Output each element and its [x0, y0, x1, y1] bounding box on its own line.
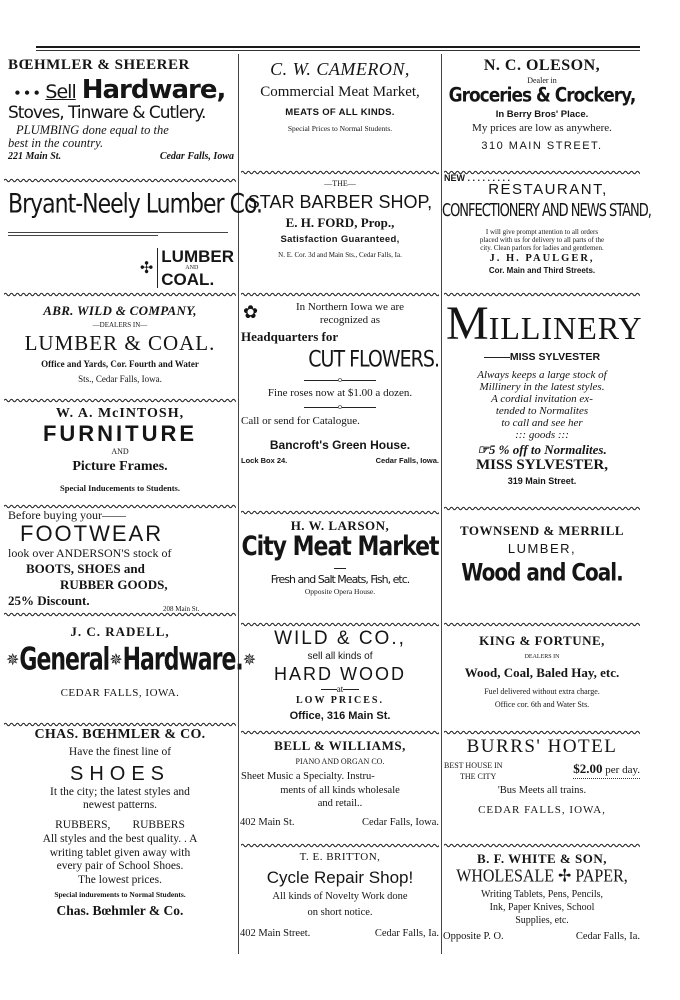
hard-wood: HARD WOOD — [274, 664, 406, 684]
body-line-2: writing tablet given away with — [49, 846, 191, 859]
city: Cedar Falls, Iowa. — [362, 816, 439, 828]
wood-coal-label: Wood and Coal. — [461, 557, 623, 587]
wavy-divider — [4, 178, 236, 183]
footwear-label: FOOTWEAR — [20, 521, 164, 546]
special-note: Special indurements to Normal Students. — [54, 890, 186, 899]
catalogue: Call or send for Catalogue. — [241, 415, 360, 427]
rubber-goods: RUBBER GOODS, — [60, 577, 168, 592]
wholesale-paper: WHOLESALE ✢ PAPER, — [456, 867, 628, 886]
plumbing-line-1: PLUMBING done equal to the — [16, 123, 169, 137]
body-line-5: to call and see her — [501, 416, 583, 429]
office: Office cor. 6th and Water Sts. — [494, 700, 590, 709]
lumber-label: LUMBER, — [507, 541, 577, 556]
proprietor: J. H. PAULGER, — [489, 253, 595, 264]
wavy-divider — [241, 292, 439, 297]
body-line-3: every pair of School Shoes. — [56, 860, 184, 872]
discount: 25% Discount. — [8, 593, 90, 608]
lumber-coal-block — [2, 248, 238, 288]
at-line — [239, 685, 441, 694]
general-label: General — [19, 642, 110, 678]
city-line-2: newest patterns. — [82, 799, 158, 811]
millinery-rest: ILLINERY — [488, 310, 643, 346]
lumber-coal-text — [157, 248, 234, 288]
address: Cor. Main and Third Streets. — [488, 265, 596, 275]
pointing-hand-icon: ☞ — [477, 441, 489, 457]
rubbers-row — [2, 820, 238, 832]
furniture-label: FURNITURE — [42, 421, 198, 446]
signature: Chas. Bœhmler & Co. — [56, 902, 184, 918]
address-row — [239, 451, 441, 465]
rule — [334, 568, 346, 569]
ad-bryant-neely — [2, 189, 263, 289]
per-day: per day. — [605, 764, 640, 776]
confectionery-label: CONFECTIONERY AND NEWS STAND, — [442, 201, 651, 222]
the-label: —THE— — [324, 179, 356, 188]
city: CEDAR FALLS, IOWA, — [478, 803, 606, 816]
ornament-icon: ✣ — [139, 260, 154, 277]
address: 208 Main St. — [163, 605, 200, 613]
ad-headline — [2, 77, 238, 103]
products: Groceries & Crockery, — [448, 84, 636, 108]
body-line-4: The lowest prices. — [78, 873, 162, 886]
ad-title: J. C. RADELL, — [70, 624, 170, 639]
body-line-2: placed with us for delivery to all parts of the — [479, 236, 605, 244]
address: 402 Main Street. — [240, 928, 311, 939]
newspaper-advertisement-page — [6, 46, 651, 954]
at-label: at — [336, 684, 344, 694]
headquarters: Headquarters for — [241, 329, 339, 344]
before-buying: Before buying your—— — [8, 508, 126, 522]
separator — [239, 376, 441, 384]
wavy-divider — [444, 730, 640, 735]
city: Cedar Falls, Iowa — [159, 151, 234, 162]
fresh-meats: Fresh and Salt Meats, Fish, etc. — [270, 573, 410, 586]
address: 310 MAIN STREET. — [481, 139, 603, 152]
opposite: Opposite Opera House. — [304, 587, 376, 596]
ad-title: MISS SYLVESTER, — [475, 456, 608, 473]
city: CEDAR FALLS, IOWA. — [60, 687, 180, 699]
shop-label: Cycle Repair Shop! — [266, 868, 414, 887]
rule — [8, 232, 228, 233]
look-over: look over ANDERSON'S stock of — [8, 546, 172, 560]
ad-title: ABR. WILD & COMPANY, — [43, 303, 197, 318]
address-row — [2, 149, 238, 162]
wavy-divider — [241, 510, 439, 515]
ad-chas-boehmler-shoes — [2, 728, 238, 917]
address: 221 Main St. — [8, 151, 62, 162]
wavy-divider — [241, 170, 439, 175]
market-label: City Meat Market — [241, 532, 439, 563]
ad-oleson-groceries — [442, 58, 642, 152]
market-label: Commercial Meat Market, — [260, 84, 420, 100]
low-prices: LOW PRICES. — [296, 695, 384, 706]
picture-frames: Picture Frames. — [72, 459, 168, 474]
separator-o: o — [338, 375, 342, 384]
body-line-3: and retail.. — [317, 798, 363, 809]
dealers-in: —DEALERS IN— — [92, 321, 148, 329]
body-line-1: All styles and the best quality. . A — [42, 833, 198, 845]
location: In Berry Bros' Place. — [495, 109, 589, 120]
ad-bell-williams — [239, 739, 441, 828]
address-row — [239, 810, 441, 828]
body-line-1: Always keeps a large stock of — [477, 368, 607, 381]
ad-bf-white-paper — [442, 852, 642, 942]
plumbing-line-2: best in the country. — [8, 135, 104, 150]
ad-title: B. F. WHITE & SON, — [476, 851, 607, 866]
ad-mcintosh — [2, 407, 238, 493]
address: 319 Main Street. — [507, 475, 577, 486]
top-rule-thin — [36, 50, 640, 51]
discount-line — [442, 443, 642, 456]
discount-text: 5 % off to Normalites. — [488, 441, 607, 457]
products: Wood, Coal, Baled Hay, etc. — [464, 665, 620, 680]
roses-price: Fine roses now at $1.00 a dozen. — [267, 387, 413, 399]
body-line-2: Millinery in the latest styles. — [479, 380, 605, 393]
body-line-3: A cordial invitation ex- — [491, 392, 593, 405]
ad-title: BURRS' HOTEL — [466, 736, 618, 757]
ad-title: TOWNSEND & MERRILL — [459, 523, 625, 538]
ad-title: N. C. OLESON, — [483, 57, 601, 74]
restaurant-label: RESTAURANT, — [488, 181, 608, 198]
wavy-divider — [4, 398, 236, 403]
opposite: Opposite P. O. — [443, 931, 504, 942]
and-label: AND — [111, 447, 129, 456]
ad-larson-city-meat-market — [239, 519, 441, 596]
ad-burrs-hotel — [442, 737, 642, 816]
ad-sylvester-millinery — [442, 297, 643, 486]
hardware-label: Hardware. — [122, 642, 243, 678]
dealers-in: DEALERS IN — [524, 654, 560, 660]
address: N. E. Cor. 3d and Main Sts., Cedar Falls, Ia. — [278, 250, 402, 259]
address-row — [442, 926, 642, 942]
office-line-2: Sts., Cedar Falls, Iowa. — [78, 374, 162, 384]
ad-boehmler-sheerer — [2, 57, 238, 162]
ad-title: C. W. CAMERON, — [270, 59, 410, 79]
lumber-label: LUMBER — [161, 247, 234, 266]
body-line-4: tended to Normalites — [495, 404, 589, 417]
products: LUMBER & COAL. — [24, 331, 216, 355]
ad-radell-hardware — [2, 624, 257, 699]
wavy-divider — [444, 506, 640, 511]
star-ornament-icon: ✵ — [6, 652, 20, 669]
meats-label: MEATS OF ALL KINDS. — [285, 107, 395, 118]
intro-line-2: recognized as — [319, 314, 381, 326]
have-finest: Have the finest line of — [68, 746, 172, 758]
address: 402 Main St. — [240, 816, 295, 828]
body-line-2: on short notice. — [307, 906, 373, 918]
shoes-label: SHOES — [69, 762, 171, 785]
ad-title: WILD & CO., — [274, 628, 406, 649]
bus-note: 'Bus Meets all trains. — [497, 785, 587, 796]
ad-title: T. E. BRITTON, — [299, 851, 381, 863]
star-ornament-icon: ✵ — [242, 652, 257, 669]
office-line-1: Office and Yards, Cor. Fourth and Water — [41, 359, 199, 369]
wavy-divider — [241, 622, 439, 627]
body-line-2: Ink, Paper Knives, School — [489, 902, 595, 913]
millinery-label — [442, 297, 643, 350]
body-line-1: Writing Tablets, Pens, Pencils, — [480, 889, 604, 900]
city-line-1: It the city; the latest styles and — [50, 785, 190, 798]
body-line-1: All kinds of Novelty Work done — [272, 891, 408, 902]
sell-label: Sell — [45, 81, 76, 103]
best-house-1: BEST HOUSE IN — [444, 761, 503, 770]
miss-sylvester-label — [442, 352, 642, 363]
city: Cedar Falls, Ia. — [575, 931, 640, 942]
body-line-1: Sheet Music a Specialty. Instru- — [241, 771, 375, 782]
cut-flowers: CUT FLOWERS. — [308, 346, 439, 372]
wavy-divider — [241, 730, 439, 735]
ad-title: BELL & WILLIAMS, — [274, 738, 406, 753]
lock-box: Lock Box 24. — [241, 456, 288, 465]
office: Office, 316 Main St. — [289, 710, 391, 722]
body-line-6: ::: goods ::: — [515, 428, 569, 441]
special-note: Special Prices to Normal Students. — [287, 123, 393, 133]
flower-ornament-icon: ✿ — [243, 302, 259, 322]
general-hardware-row — [2, 642, 257, 678]
wavy-divider — [444, 843, 640, 848]
miss-label: MISS SYLVESTER — [509, 351, 601, 363]
rule — [8, 235, 158, 236]
price: $2.00 — [573, 761, 603, 776]
price-row — [442, 756, 642, 781]
rubbers-label: RUBBERS, — [55, 818, 111, 831]
best-house-block — [444, 762, 503, 781]
subtitle: PIANO AND ORGAN CO. — [295, 757, 385, 766]
ad-townsend-merrill — [442, 523, 642, 587]
ad-cameron-meat-market — [239, 60, 441, 132]
ad-abr-wild — [2, 304, 238, 384]
separator — [239, 403, 441, 411]
hardware-label: Hardware, — [81, 75, 226, 105]
ad-title: KING & FORTUNE, — [479, 633, 605, 648]
ad-wild-co-hardwood — [239, 629, 441, 722]
ad-title: H. W. LARSON, — [290, 518, 390, 533]
special-note: Special Inducements to Students. — [60, 483, 180, 493]
best-house-2: THE CITY — [460, 772, 497, 781]
coal-label: COAL. — [161, 270, 215, 289]
ad-britton-cycle-repair — [239, 852, 441, 939]
price-block — [573, 762, 640, 779]
city: Cedar Falls, Iowa. — [375, 456, 439, 465]
ad-anderson-footwear — [2, 509, 238, 613]
wavy-divider — [4, 292, 236, 297]
city: Cedar Falls, Ia. — [374, 928, 439, 939]
body-line-3: city. Clean parlors for ladies and gentlemen. — [480, 244, 604, 252]
ad-bancroft-green-house — [239, 302, 441, 465]
ad-king-fortune — [442, 634, 642, 709]
ad-title: W. A. McINTOSH, — [55, 406, 185, 421]
ad-title: BŒHMLER & SHEERER — [8, 57, 190, 73]
ad-star-barber-shop — [239, 180, 441, 259]
body-line-3: Supplies, etc. — [515, 915, 569, 926]
ad-paulger-restaurant — [442, 173, 651, 275]
ad-title: Bryant-Neely Lumber Co. — [8, 189, 263, 220]
proprietor: E. H. FORD, Prop., — [285, 215, 395, 230]
body-line-1: I will give prompt attention to all orders — [485, 228, 599, 236]
rubbers-label: RUBBERS — [132, 818, 185, 831]
separator-o: o — [338, 402, 342, 411]
millinery-initial: M — [446, 297, 489, 350]
address-row — [239, 918, 441, 939]
dealer-in: Dealer in — [527, 76, 557, 85]
wavy-divider — [4, 612, 236, 617]
boots-shoes: BOOTS, SHOES and — [26, 561, 145, 576]
wavy-divider — [241, 843, 439, 848]
bullets-decoration: • • • — [14, 85, 40, 102]
new-label: NEW . . . . . . . . . — [444, 173, 511, 183]
sell-line: sell all kinds of — [307, 651, 373, 662]
and-label: AND — [185, 265, 199, 271]
top-rule — [36, 46, 640, 48]
satisfaction: Satisfaction Guaranteed, — [280, 234, 400, 245]
fuel-note: Fuel delivered without extra charge. — [484, 687, 600, 696]
ad-title: STAR BARBER SHOP, — [247, 192, 433, 212]
star-ornament-icon: ✵ — [109, 652, 123, 669]
ad-title: CHAS. BŒHMLER & CO. — [34, 727, 206, 742]
ad-title: Bancroft's Green House. — [269, 438, 411, 452]
products-line: Stoves, Tinware & Cutlery. — [8, 103, 206, 123]
wavy-divider — [444, 622, 640, 627]
body-line-2: ments of all kinds wholesale — [280, 784, 400, 796]
intro-line-1: In Northern Iowa we are — [295, 301, 405, 313]
prices-note: My prices are low as anywhere. — [472, 121, 612, 134]
